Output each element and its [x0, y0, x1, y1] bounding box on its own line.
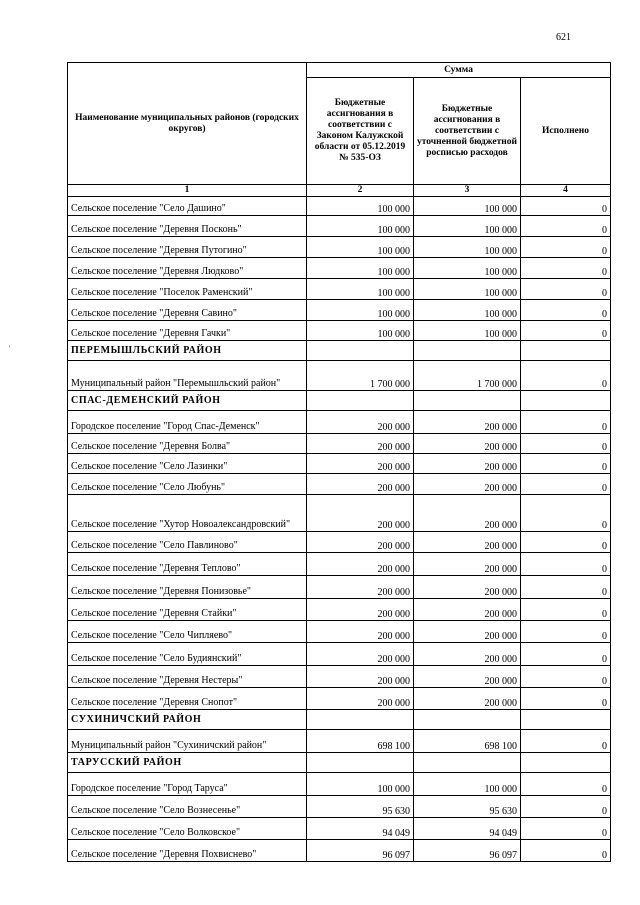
- table-row: [68, 237, 611, 258]
- empty-cell: [307, 341, 414, 361]
- column-number: 4: [521, 185, 611, 197]
- executed-value: 0: [521, 730, 611, 753]
- budget-refined-value: 200 000: [414, 621, 521, 643]
- executed-value: 0: [521, 643, 611, 666]
- municipality-name: Городское поселение "Город Спас-Деменск": [68, 411, 307, 434]
- budget-refined-value: 200 000: [414, 495, 521, 532]
- empty-cell: [307, 753, 414, 773]
- budget-refined-value: 200 000: [414, 411, 521, 434]
- budget-law-value: 200 000: [307, 411, 414, 434]
- table-row: [68, 796, 611, 818]
- district-header-row: [68, 710, 611, 730]
- table-row: [68, 532, 611, 553]
- header-executed: Исполнено: [521, 78, 611, 185]
- table-header: [68, 63, 611, 197]
- executed-value: 0: [521, 258, 611, 279]
- executed-value: 0: [521, 495, 611, 532]
- budget-refined-value: 200 000: [414, 532, 521, 553]
- executed-value: 0: [521, 599, 611, 621]
- table-row: [68, 643, 611, 666]
- municipality-name: Сельское поселение "Село Любунь": [68, 474, 307, 495]
- budget-refined-value: 200 000: [414, 576, 521, 599]
- table-row: [68, 840, 611, 862]
- budget-law-value: 100 000: [307, 279, 414, 300]
- budget-law-value: 200 000: [307, 666, 414, 688]
- table-row: [68, 454, 611, 474]
- budget-refined-value: 200 000: [414, 688, 521, 710]
- executed-value: 0: [521, 688, 611, 710]
- municipality-name: Сельское поселение "Село Павлиново": [68, 532, 307, 553]
- table-row: [68, 818, 611, 840]
- table-row: [68, 434, 611, 454]
- budget-law-value: 200 000: [307, 474, 414, 495]
- table-row: [68, 599, 611, 621]
- municipality-name: Сельское поселение "Деревня Стайки": [68, 599, 307, 621]
- budget-law-value: 100 000: [307, 237, 414, 258]
- table-row: [68, 216, 611, 237]
- budget-law-value: 100 000: [307, 773, 414, 796]
- municipality-name: Муниципальный район "Сухиничский район": [68, 730, 307, 753]
- municipality-name: Сельское поселение "Село Вознесенье": [68, 796, 307, 818]
- budget-refined-value: 200 000: [414, 599, 521, 621]
- budget-refined-value: 94 049: [414, 818, 521, 840]
- header-name-column: Наименование муниципальных районов (городских округов): [68, 63, 307, 185]
- margin-mark: ': [9, 344, 11, 353]
- executed-value: 0: [521, 279, 611, 300]
- executed-value: 0: [521, 411, 611, 434]
- budget-law-value: 200 000: [307, 454, 414, 474]
- municipality-name: Сельское поселение "Деревня Болва": [68, 434, 307, 454]
- budget-refined-value: 200 000: [414, 643, 521, 666]
- municipality-name: Сельское поселение "Деревня Савино": [68, 300, 307, 321]
- executed-value: 0: [521, 237, 611, 258]
- executed-value: 0: [521, 666, 611, 688]
- executed-value: 0: [521, 361, 611, 391]
- municipality-name: Сельское поселение "Деревня Снопот": [68, 688, 307, 710]
- header-budget-refined: Бюджетные ассигнования в соответствии с уточненной бюджетной росписью расходов: [414, 78, 521, 185]
- district-header-row: [68, 391, 611, 411]
- table-row: [68, 279, 611, 300]
- budget-law-value: 200 000: [307, 495, 414, 532]
- table-body: [68, 197, 611, 862]
- budget-refined-value: 200 000: [414, 553, 521, 576]
- budget-law-value: 200 000: [307, 599, 414, 621]
- executed-value: 0: [521, 576, 611, 599]
- budget-law-value: 200 000: [307, 532, 414, 553]
- budget-law-value: 100 000: [307, 300, 414, 321]
- municipality-name: Сельское поселение "Поселок Раменский": [68, 279, 307, 300]
- budget-refined-value: 100 000: [414, 279, 521, 300]
- budget-law-value: 95 630: [307, 796, 414, 818]
- district-name: СУХИНИЧСКИЙ РАЙОН: [68, 710, 307, 730]
- municipality-name: Сельское поселение "Деревня Нестеры": [68, 666, 307, 688]
- municipality-name: Сельское поселение "Село Чипляево": [68, 621, 307, 643]
- municipality-name: Муниципальный район "Перемышльский район": [68, 361, 307, 391]
- header-budget-law: Бюджетные ассигнования в соответствии с Законом Калужской области от 05.12.2019 № 535-ОЗ: [307, 78, 414, 185]
- executed-value: 0: [521, 434, 611, 454]
- budget-refined-value: 200 000: [414, 434, 521, 454]
- budget-refined-value: 200 000: [414, 454, 521, 474]
- budget-law-value: 200 000: [307, 643, 414, 666]
- municipality-name: Сельское поселение "Деревня Посконь": [68, 216, 307, 237]
- budget-law-value: 698 100: [307, 730, 414, 753]
- budget-law-value: 100 000: [307, 321, 414, 341]
- budget-law-value: 94 049: [307, 818, 414, 840]
- executed-value: 0: [521, 321, 611, 341]
- executed-value: 0: [521, 818, 611, 840]
- executed-value: 0: [521, 773, 611, 796]
- budget-refined-value: 200 000: [414, 474, 521, 495]
- municipality-name: Сельское поселение "Село Лазинки": [68, 454, 307, 474]
- budget-table: [67, 62, 611, 862]
- municipality-name: Сельское поселение "Село Будиянский": [68, 643, 307, 666]
- empty-cell: [414, 753, 521, 773]
- district-header-row: [68, 753, 611, 773]
- empty-cell: [521, 710, 611, 730]
- district-name: СПАС-ДЕМЕНСКИЙ РАЙОН: [68, 391, 307, 411]
- budget-refined-value: 95 630: [414, 796, 521, 818]
- budget-law-value: 100 000: [307, 258, 414, 279]
- budget-refined-value: 100 000: [414, 773, 521, 796]
- empty-cell: [521, 753, 611, 773]
- empty-cell: [521, 341, 611, 361]
- district-name: ТАРУССКИЙ РАЙОН: [68, 753, 307, 773]
- budget-refined-value: 96 097: [414, 840, 521, 862]
- municipality-name: Сельское поселение "Деревня Похвиснево": [68, 840, 307, 862]
- table-row: [68, 576, 611, 599]
- executed-value: 0: [521, 197, 611, 216]
- executed-value: 0: [521, 840, 611, 862]
- table-row: [68, 688, 611, 710]
- empty-cell: [307, 710, 414, 730]
- table-row: [68, 300, 611, 321]
- budget-refined-value: 100 000: [414, 321, 521, 341]
- district-name: ПЕРЕМЫШЛЬСКИЙ РАЙОН: [68, 341, 307, 361]
- budget-refined-value: 100 000: [414, 237, 521, 258]
- executed-value: 0: [521, 796, 611, 818]
- empty-cell: [414, 341, 521, 361]
- budget-law-value: 200 000: [307, 621, 414, 643]
- municipality-name: Сельское поселение "Деревня Понизовье": [68, 576, 307, 599]
- table-row: [68, 773, 611, 796]
- column-number: 1: [68, 185, 307, 197]
- budget-refined-value: 100 000: [414, 300, 521, 321]
- executed-value: 0: [521, 474, 611, 495]
- municipality-name: Сельское поселение "Деревня Путогино": [68, 237, 307, 258]
- table-row: [68, 197, 611, 216]
- page-number: 621: [556, 32, 571, 43]
- budget-law-value: 100 000: [307, 216, 414, 237]
- budget-refined-value: 698 100: [414, 730, 521, 753]
- executed-value: 0: [521, 216, 611, 237]
- district-header-row: [68, 341, 611, 361]
- budget-law-value: 200 000: [307, 688, 414, 710]
- header-summa: Сумма: [307, 63, 611, 78]
- table-row: [68, 495, 611, 532]
- municipality-name: Сельское поселение "Деревня Людково": [68, 258, 307, 279]
- empty-cell: [307, 391, 414, 411]
- table-row: [68, 621, 611, 643]
- empty-cell: [414, 710, 521, 730]
- budget-refined-value: 100 000: [414, 197, 521, 216]
- table-row: [68, 411, 611, 434]
- table-row: [68, 321, 611, 341]
- table-row: [68, 730, 611, 753]
- table-row: [68, 474, 611, 495]
- budget-law-value: 200 000: [307, 434, 414, 454]
- budget-law-value: 200 000: [307, 576, 414, 599]
- executed-value: 0: [521, 621, 611, 643]
- table-row: [68, 553, 611, 576]
- municipality-name: Сельское поселение "Деревня Гачки": [68, 321, 307, 341]
- budget-law-value: 100 000: [307, 197, 414, 216]
- executed-value: 0: [521, 454, 611, 474]
- empty-cell: [414, 391, 521, 411]
- municipality-name: Сельское поселение "Хутор Новоалександровский": [68, 495, 307, 532]
- municipality-name: Сельское поселение "Деревня Теплово": [68, 553, 307, 576]
- budget-law-value: 96 097: [307, 840, 414, 862]
- column-number: 2: [307, 185, 414, 197]
- budget-refined-value: 200 000: [414, 666, 521, 688]
- budget-refined-value: 100 000: [414, 258, 521, 279]
- budget-law-value: 200 000: [307, 553, 414, 576]
- table-row: [68, 361, 611, 391]
- municipality-name: Сельское поселение "Село Волковское": [68, 818, 307, 840]
- table-row: [68, 258, 611, 279]
- budget-refined-value: 100 000: [414, 216, 521, 237]
- executed-value: 0: [521, 300, 611, 321]
- column-number: 3: [414, 185, 521, 197]
- budget-law-value: 1 700 000: [307, 361, 414, 391]
- table-row: [68, 666, 611, 688]
- executed-value: 0: [521, 553, 611, 576]
- municipality-name: Городское поселение "Город Таруса": [68, 773, 307, 796]
- empty-cell: [521, 391, 611, 411]
- budget-refined-value: 1 700 000: [414, 361, 521, 391]
- municipality-name: Сельское поселение "Село Дашино": [68, 197, 307, 216]
- executed-value: 0: [521, 532, 611, 553]
